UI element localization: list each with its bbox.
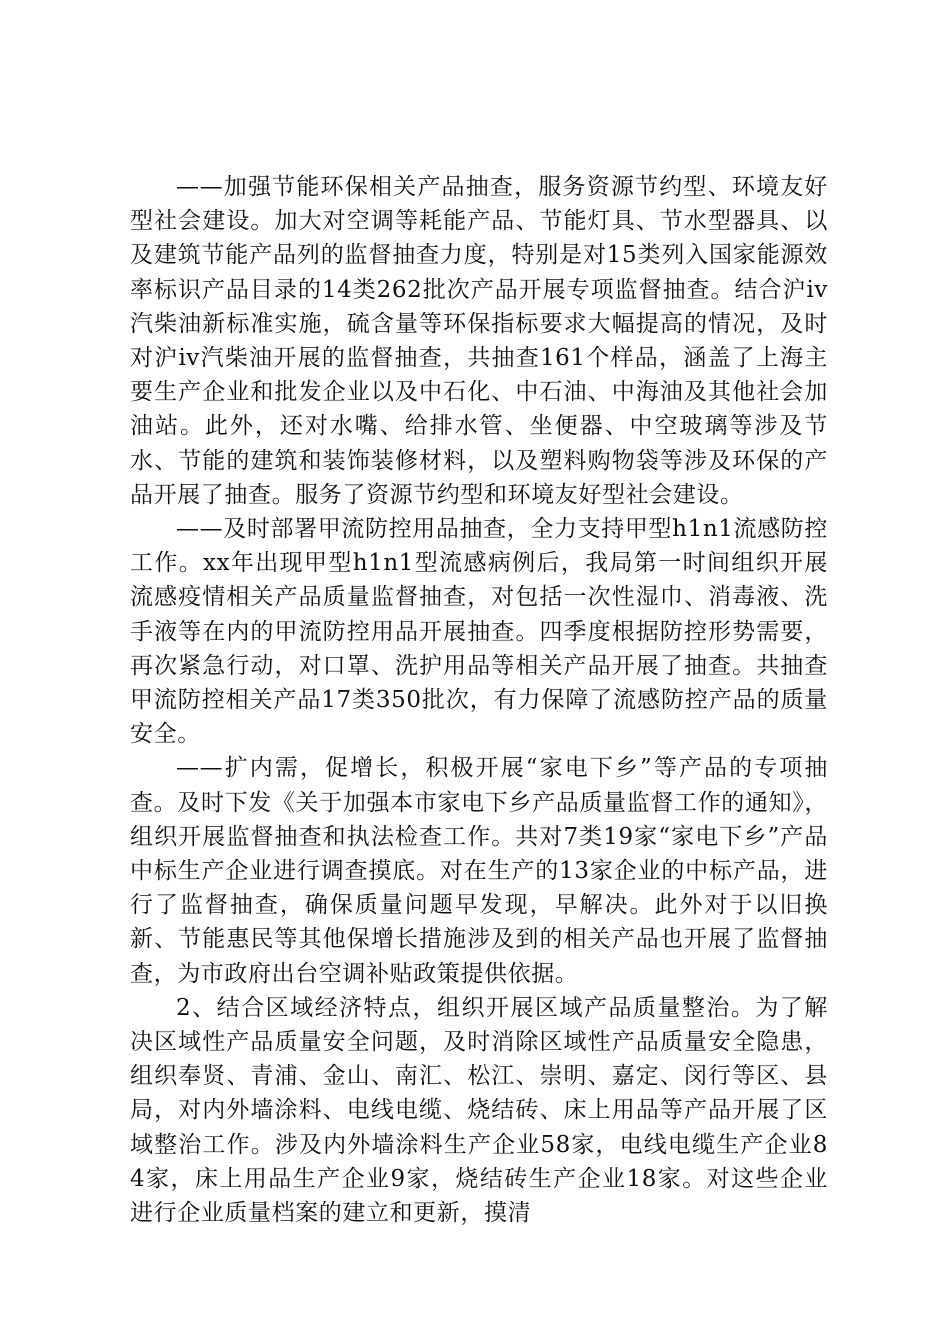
paragraph-energy-saving-inspection: ——加强节能环保相关产品抽查，服务资源节约型、环境友好型社会建设。加大对空调等耗能产品、节能灯具、节水型器具、以及建筑节能产品列的监督抽查力度，特别是对15类列入国家能源效率标识产品目录的14类262批次产品开展专项监督抽查。结合沪iv汽柴油新标准实施，硫含量等环保指标要求大幅提高的情况，及时对沪iv汽柴油开展的监督抽查，共抽查161个样品，涵盖了上海主要生产企业和批发企业以及中石化、中石油、中海油及其他社会加油站。此外，还对水嘴、给排水管、坐便器、中空玻璃等涉及节水、节能的建筑和装饰装修材料，以及塑料购物袋等涉及环保的产品开展了抽查。服务了资源节约型和环境友好型社会建设。 (130, 174, 828, 508)
paragraph-home-appliance-inspection: ——扩内需，促增长，积极开展“家电下乡”等产品的专项抽查。及时下发《关于加强本市家电下乡产品质量监督工作的通知》，组织开展监督抽查和执法检查工作。共对7类19家“家电下乡”产品中标生产企业进行调查摸底。对在生产的13家企业的中标产品，进行了监督抽查，确保质量问题早发现，早解决。此外对于以旧换新、节能惠民等其他保增长措施涉及到的相关产品也开展了监督抽查，为市政府出台空调补贴政策提供依据。 (130, 755, 828, 987)
paragraph-regional-quality-rectification: 2、结合区域经济特点，组织开展区域产品质量整治。为了解决区域性产品质量安全问题，及时消除区域性产品质量安全隐患，组织奉贤、青浦、金山、南汇、松江、崇明、嘉定、闵行等区、县局，对内外墙涂料、电线电缆、烧结砖、床上用品等产品开展了区域整治工作。涉及内外墙涂料生产企业58家，电线电缆生产企业84家，床上用品生产企业9家，烧结砖生产企业18家。对这些企业进行企业质量档案的建立和更新，摸清 (130, 994, 828, 1227)
document-body (130, 170, 828, 1230)
paragraph-h1n1-inspection: ——及时部署甲流防控用品抽查，全力支持甲型h1n1流感防控工作。xx年出现甲型h1n1型流感病例后，我局第一时间组织开展流感疫情相关产品质量监督抽查，对包括一次性湿巾、消毒液、洗手液等在内的甲流防控用品开展抽查。四季度根据防控形势需要，再次紧急行动，对口罩、洗护用品等相关产品开展了抽查。共抽查甲流防控相关产品17类350批次，有力保障了流感防控产品的质量安全。 (130, 516, 828, 748)
